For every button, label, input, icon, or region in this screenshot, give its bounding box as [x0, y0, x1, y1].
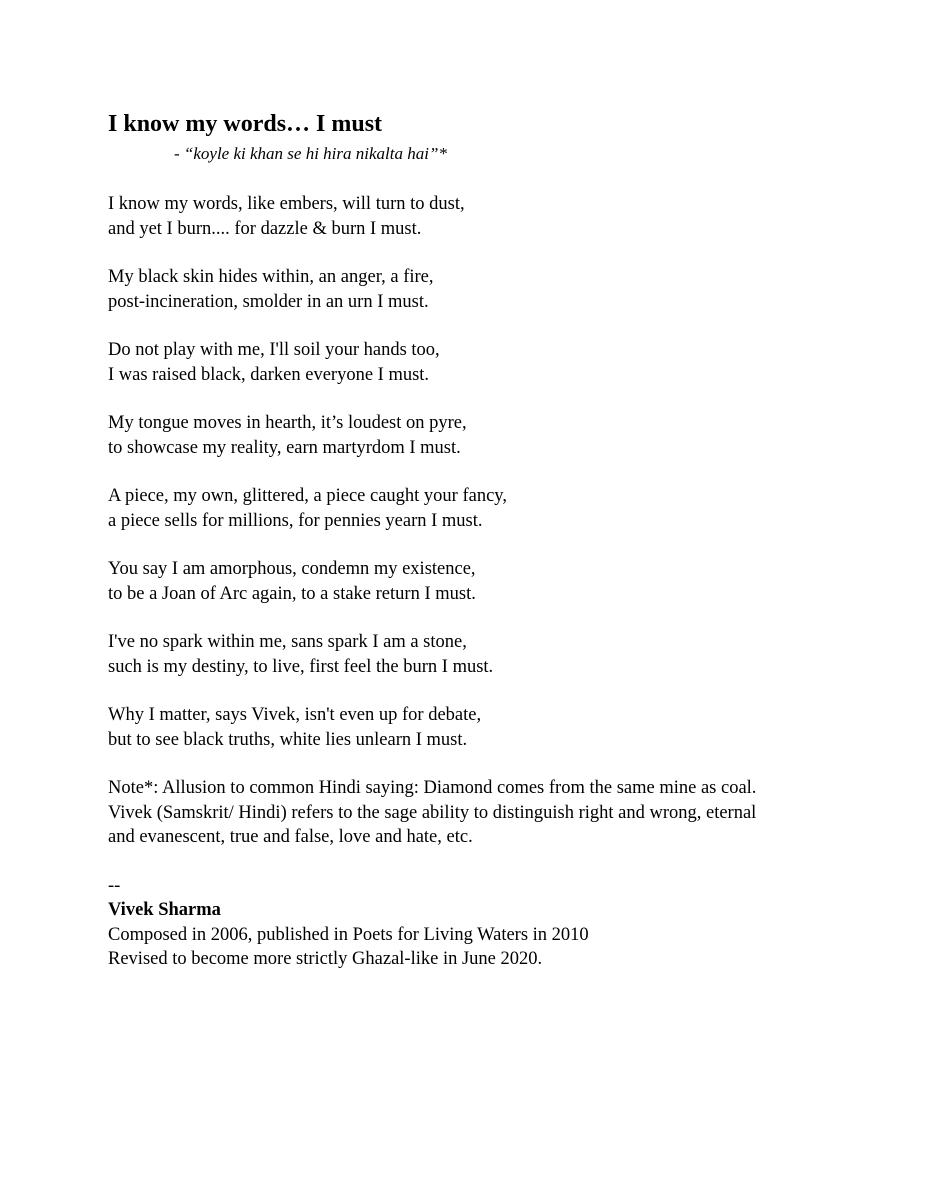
signature-separator: --	[108, 875, 121, 896]
poem-line: to be a Joan of Arc again, to a stake return I must.	[108, 583, 476, 604]
poem-line: I know my words, like embers, will turn to dust,	[108, 194, 465, 214]
poem-line: such is my destiny, to live, first feel the burn I must.	[108, 656, 494, 677]
poem-line: My tongue moves in hearth, it’s loudest on pyre,	[108, 413, 467, 433]
revision-note: Revised to become more strictly Ghazal-like in June 2020.	[108, 949, 543, 969]
poem-line: and yet I burn.... for dazzle & burn I must.	[108, 218, 422, 239]
poem-line: My black skin hides within, an anger, a fire,	[108, 267, 434, 287]
stanza	[108, 630, 868, 679]
epigraph: - “koyle ki khan se hi hira nikalta hai”*	[174, 144, 447, 163]
poem-title: I know my words… I must	[108, 111, 383, 137]
footnote-line: Vivek (Samskrit/ Hindi) refers to the sage ability to distinguish right and wrong, eternal	[108, 802, 757, 823]
poem-line: post-incineration, smolder in an urn I must.	[108, 291, 429, 312]
poem-line: Do not play with me, I'll soil your hands too,	[108, 340, 440, 360]
stanza	[108, 338, 868, 387]
poem-line: a piece sells for millions, for pennies yearn I must.	[108, 510, 483, 531]
poem-line: Why I matter, says Vivek, isn't even up for debate,	[108, 705, 482, 725]
stanza	[108, 703, 868, 752]
poem-body	[108, 192, 868, 752]
poem-line: You say I am amorphous, condemn my existence,	[108, 559, 476, 579]
signature-block	[108, 874, 868, 972]
poem-line: to showcase my reality, earn martyrdom I must.	[108, 437, 461, 458]
poem-line: I was raised black, darken everyone I must.	[108, 364, 430, 385]
footnote	[108, 776, 868, 850]
document-page	[108, 108, 868, 972]
poem-line: but to see black truths, white lies unlearn I must.	[108, 729, 468, 750]
stanza	[108, 557, 868, 606]
footnote-line: Note*: Allusion to common Hindi saying: Diamond comes from the same mine as coal.	[108, 778, 757, 798]
poem-line: A piece, my own, glittered, a piece caught your fancy,	[108, 486, 507, 506]
stanza	[108, 265, 868, 314]
stanza	[108, 411, 868, 460]
author-name: Vivek Sharma	[108, 900, 221, 920]
publication-note: Composed in 2006, published in Poets for Living Waters in 2010	[108, 924, 589, 945]
stanza	[108, 192, 868, 241]
poem-line: I've no spark within me, sans spark I am a stone,	[108, 632, 467, 652]
stanza	[108, 484, 868, 533]
footnote-line: and evanescent, true and false, love and hate, etc.	[108, 827, 473, 847]
